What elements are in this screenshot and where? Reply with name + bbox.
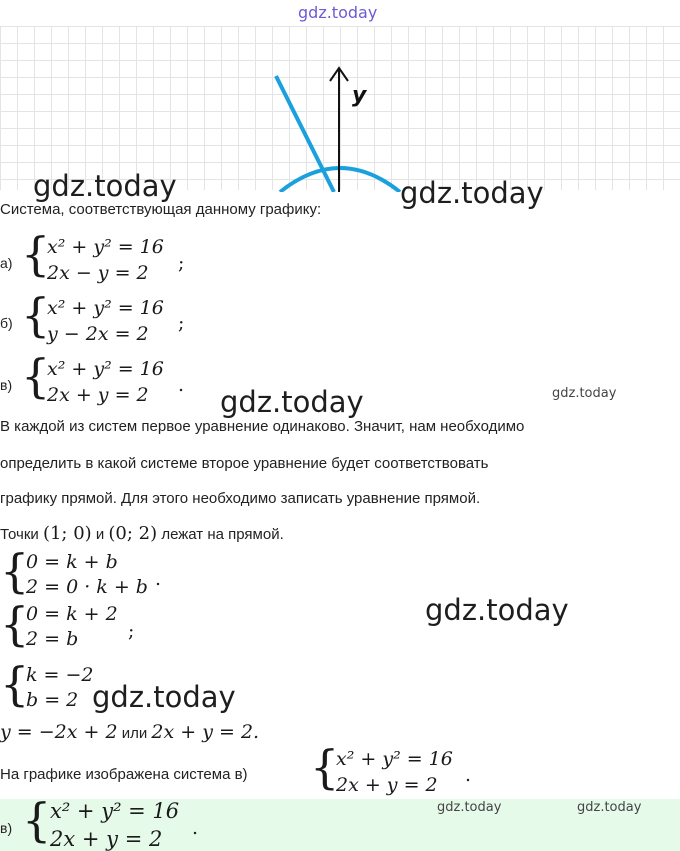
watermark: gdz.today bbox=[437, 800, 502, 815]
intro-text: Система, соответствующая данному графику: bbox=[0, 201, 322, 218]
option-a-eq2: 2x − y = 2 bbox=[47, 262, 149, 284]
option-b-eq2: y − 2x = 2 bbox=[47, 323, 149, 345]
result-line bbox=[0, 719, 259, 747]
result-mid: или bbox=[117, 725, 152, 742]
watermark: gdz.today bbox=[400, 176, 544, 210]
system-2-punct: ; bbox=[128, 620, 135, 642]
system-1-punct: . bbox=[155, 568, 162, 590]
option-c-punct: . bbox=[178, 374, 185, 396]
option-c-eq1: x² + y² = 16 bbox=[47, 358, 164, 380]
option-a-label: а) bbox=[0, 255, 13, 271]
graph bbox=[0, 26, 680, 192]
option-c-label: в) bbox=[0, 377, 13, 393]
point-1: (1; 0) bbox=[42, 523, 92, 544]
explanation-line: графику прямой. Для этого необходимо записать уравнение прямой. bbox=[0, 490, 481, 507]
conclusion-punct: . bbox=[465, 764, 472, 786]
system-1-eq2: 2 = 0 · k + b bbox=[26, 576, 148, 598]
system-2-eq2: 2 = b bbox=[26, 628, 79, 650]
answer-eq1: x² + y² = 16 bbox=[50, 799, 180, 823]
watermark: gdz.today bbox=[220, 385, 364, 419]
points-mid: и bbox=[91, 526, 109, 543]
brace: { bbox=[21, 227, 51, 281]
option-a-eq1: x² + y² = 16 bbox=[47, 236, 164, 258]
explanation-line: В каждой из систем первое уравнение одинаково. Значит, нам необходимо bbox=[0, 418, 525, 435]
brace: { bbox=[0, 597, 30, 651]
watermark-top: gdz.today bbox=[298, 3, 378, 22]
answer-label: в) bbox=[0, 820, 13, 836]
point-2: (0; 2) bbox=[108, 523, 158, 544]
conclusion-text: На графике изображена система в) bbox=[0, 766, 248, 783]
watermark: gdz.today bbox=[552, 386, 617, 401]
watermark: gdz.today bbox=[425, 593, 569, 627]
option-c-eq2: 2x + y = 2 bbox=[47, 384, 149, 406]
conclusion-eq2: 2x + y = 2 bbox=[336, 774, 438, 796]
brace: { bbox=[22, 793, 52, 847]
y-axis-label: y bbox=[352, 83, 367, 108]
explanation-line: определить в какой системе второе уравнение будет соответствовать bbox=[0, 455, 489, 472]
option-a-punct: ; bbox=[178, 252, 185, 274]
system-3-eq1: k = −2 bbox=[26, 664, 94, 686]
conclusion-eq1: x² + y² = 16 bbox=[336, 748, 453, 770]
brace: { bbox=[0, 657, 30, 711]
answer-punct: . bbox=[192, 817, 199, 839]
brace: { bbox=[21, 288, 51, 342]
system-2-eq1: 0 = k + 2 bbox=[26, 603, 118, 625]
brace: { bbox=[21, 349, 51, 403]
watermark: gdz.today bbox=[577, 800, 642, 815]
answer-eq2: 2x + y = 2 bbox=[50, 827, 163, 851]
option-b-eq1: x² + y² = 16 bbox=[47, 297, 164, 319]
points-suffix: лежат на прямой. bbox=[157, 526, 284, 543]
brace: { bbox=[0, 544, 30, 598]
result-eq-b: 2x + y = 2. bbox=[151, 721, 260, 743]
points-prefix: Точки bbox=[0, 526, 43, 543]
watermark: gdz.today bbox=[92, 680, 236, 714]
result-eq-a: y = −2x + 2 bbox=[0, 721, 118, 743]
system-1-eq1: 0 = k + b bbox=[26, 551, 118, 573]
option-b-punct: ; bbox=[178, 312, 185, 334]
system-3-eq2: b = 2 bbox=[26, 689, 79, 711]
watermark: gdz.today bbox=[33, 169, 177, 203]
points-line bbox=[0, 522, 284, 547]
option-b-label: б) bbox=[0, 315, 13, 331]
brace: { bbox=[310, 740, 340, 794]
